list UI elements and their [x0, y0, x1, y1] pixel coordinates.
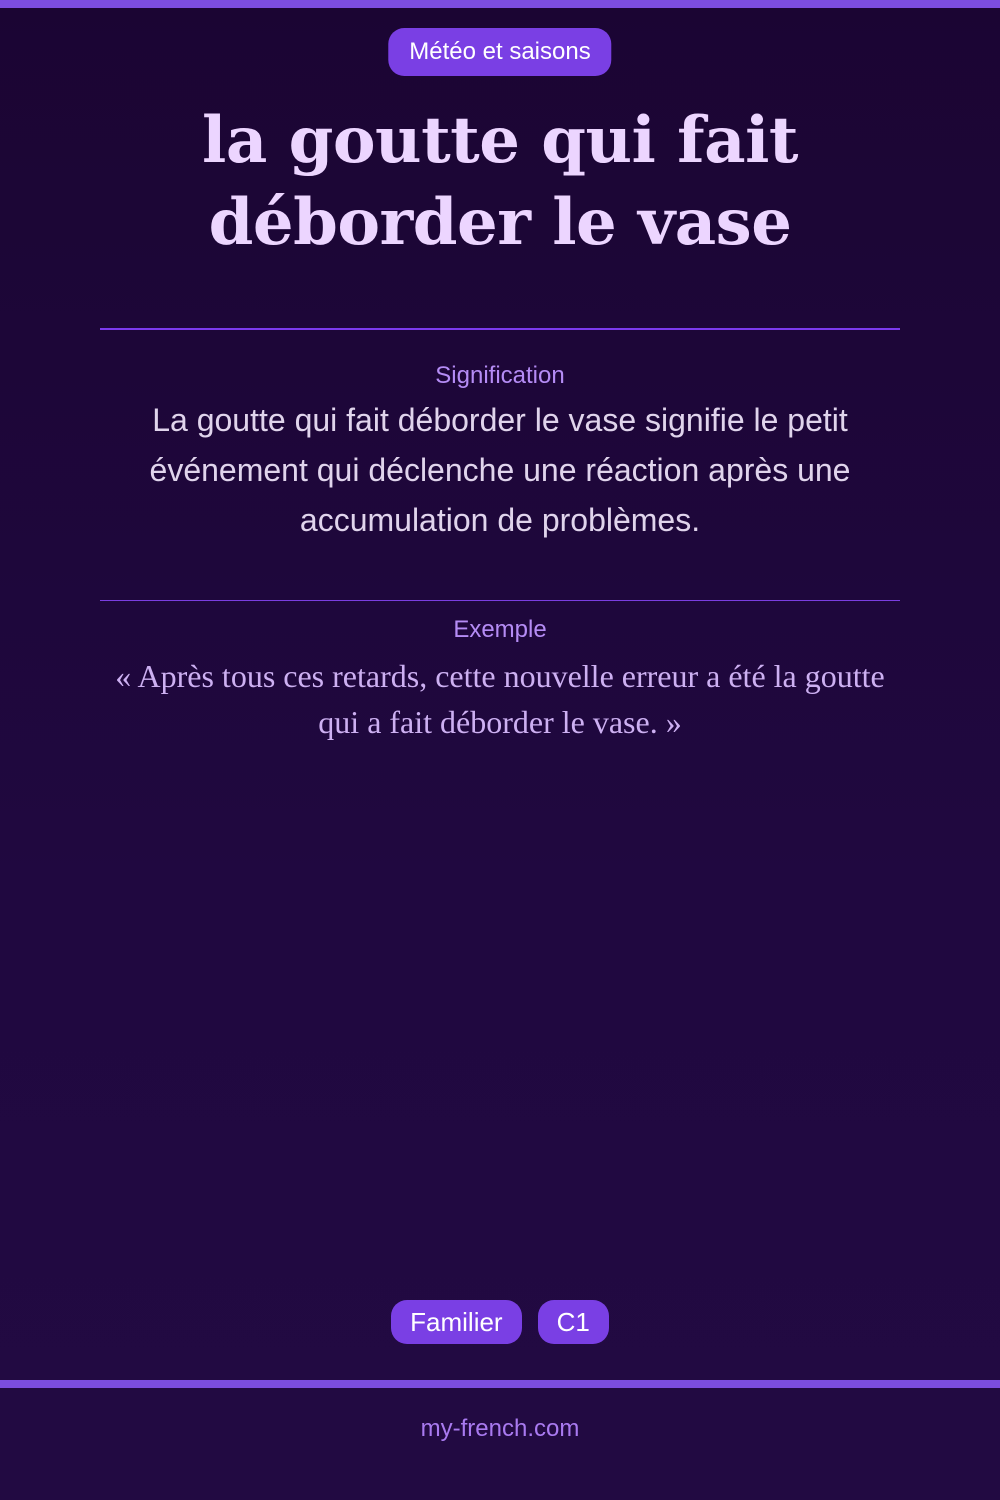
meaning-text: La goutte qui fait déborder le vase signifie le petit événement qui déclenche une réaction après une accumulation de problèmes. [149, 402, 851, 538]
example-label: Exemple [453, 616, 547, 643]
example-text: « Après tous ces retards, cette nouvelle erreur a été la goutte qui a fait déborder le vase. » [115, 658, 885, 740]
tag-list [0, 1300, 1000, 1344]
divider-middle [100, 600, 900, 601]
footer-site-link[interactable]: my-french.com [420, 1415, 580, 1442]
expression-title [0, 100, 1000, 264]
register-tag: Familier [391, 1300, 521, 1344]
level-tag: C1 [538, 1300, 609, 1344]
expression-title-line-2: déborder le vase [208, 185, 792, 260]
divider-top [100, 328, 900, 330]
bottom-accent-bar [0, 1380, 1000, 1388]
meaning-label: Signification [435, 362, 565, 389]
expression-title-line-1: la goutte qui fait [202, 103, 798, 178]
top-accent-bar [0, 0, 1000, 8]
category-badge: Météo et saisons [388, 28, 611, 76]
